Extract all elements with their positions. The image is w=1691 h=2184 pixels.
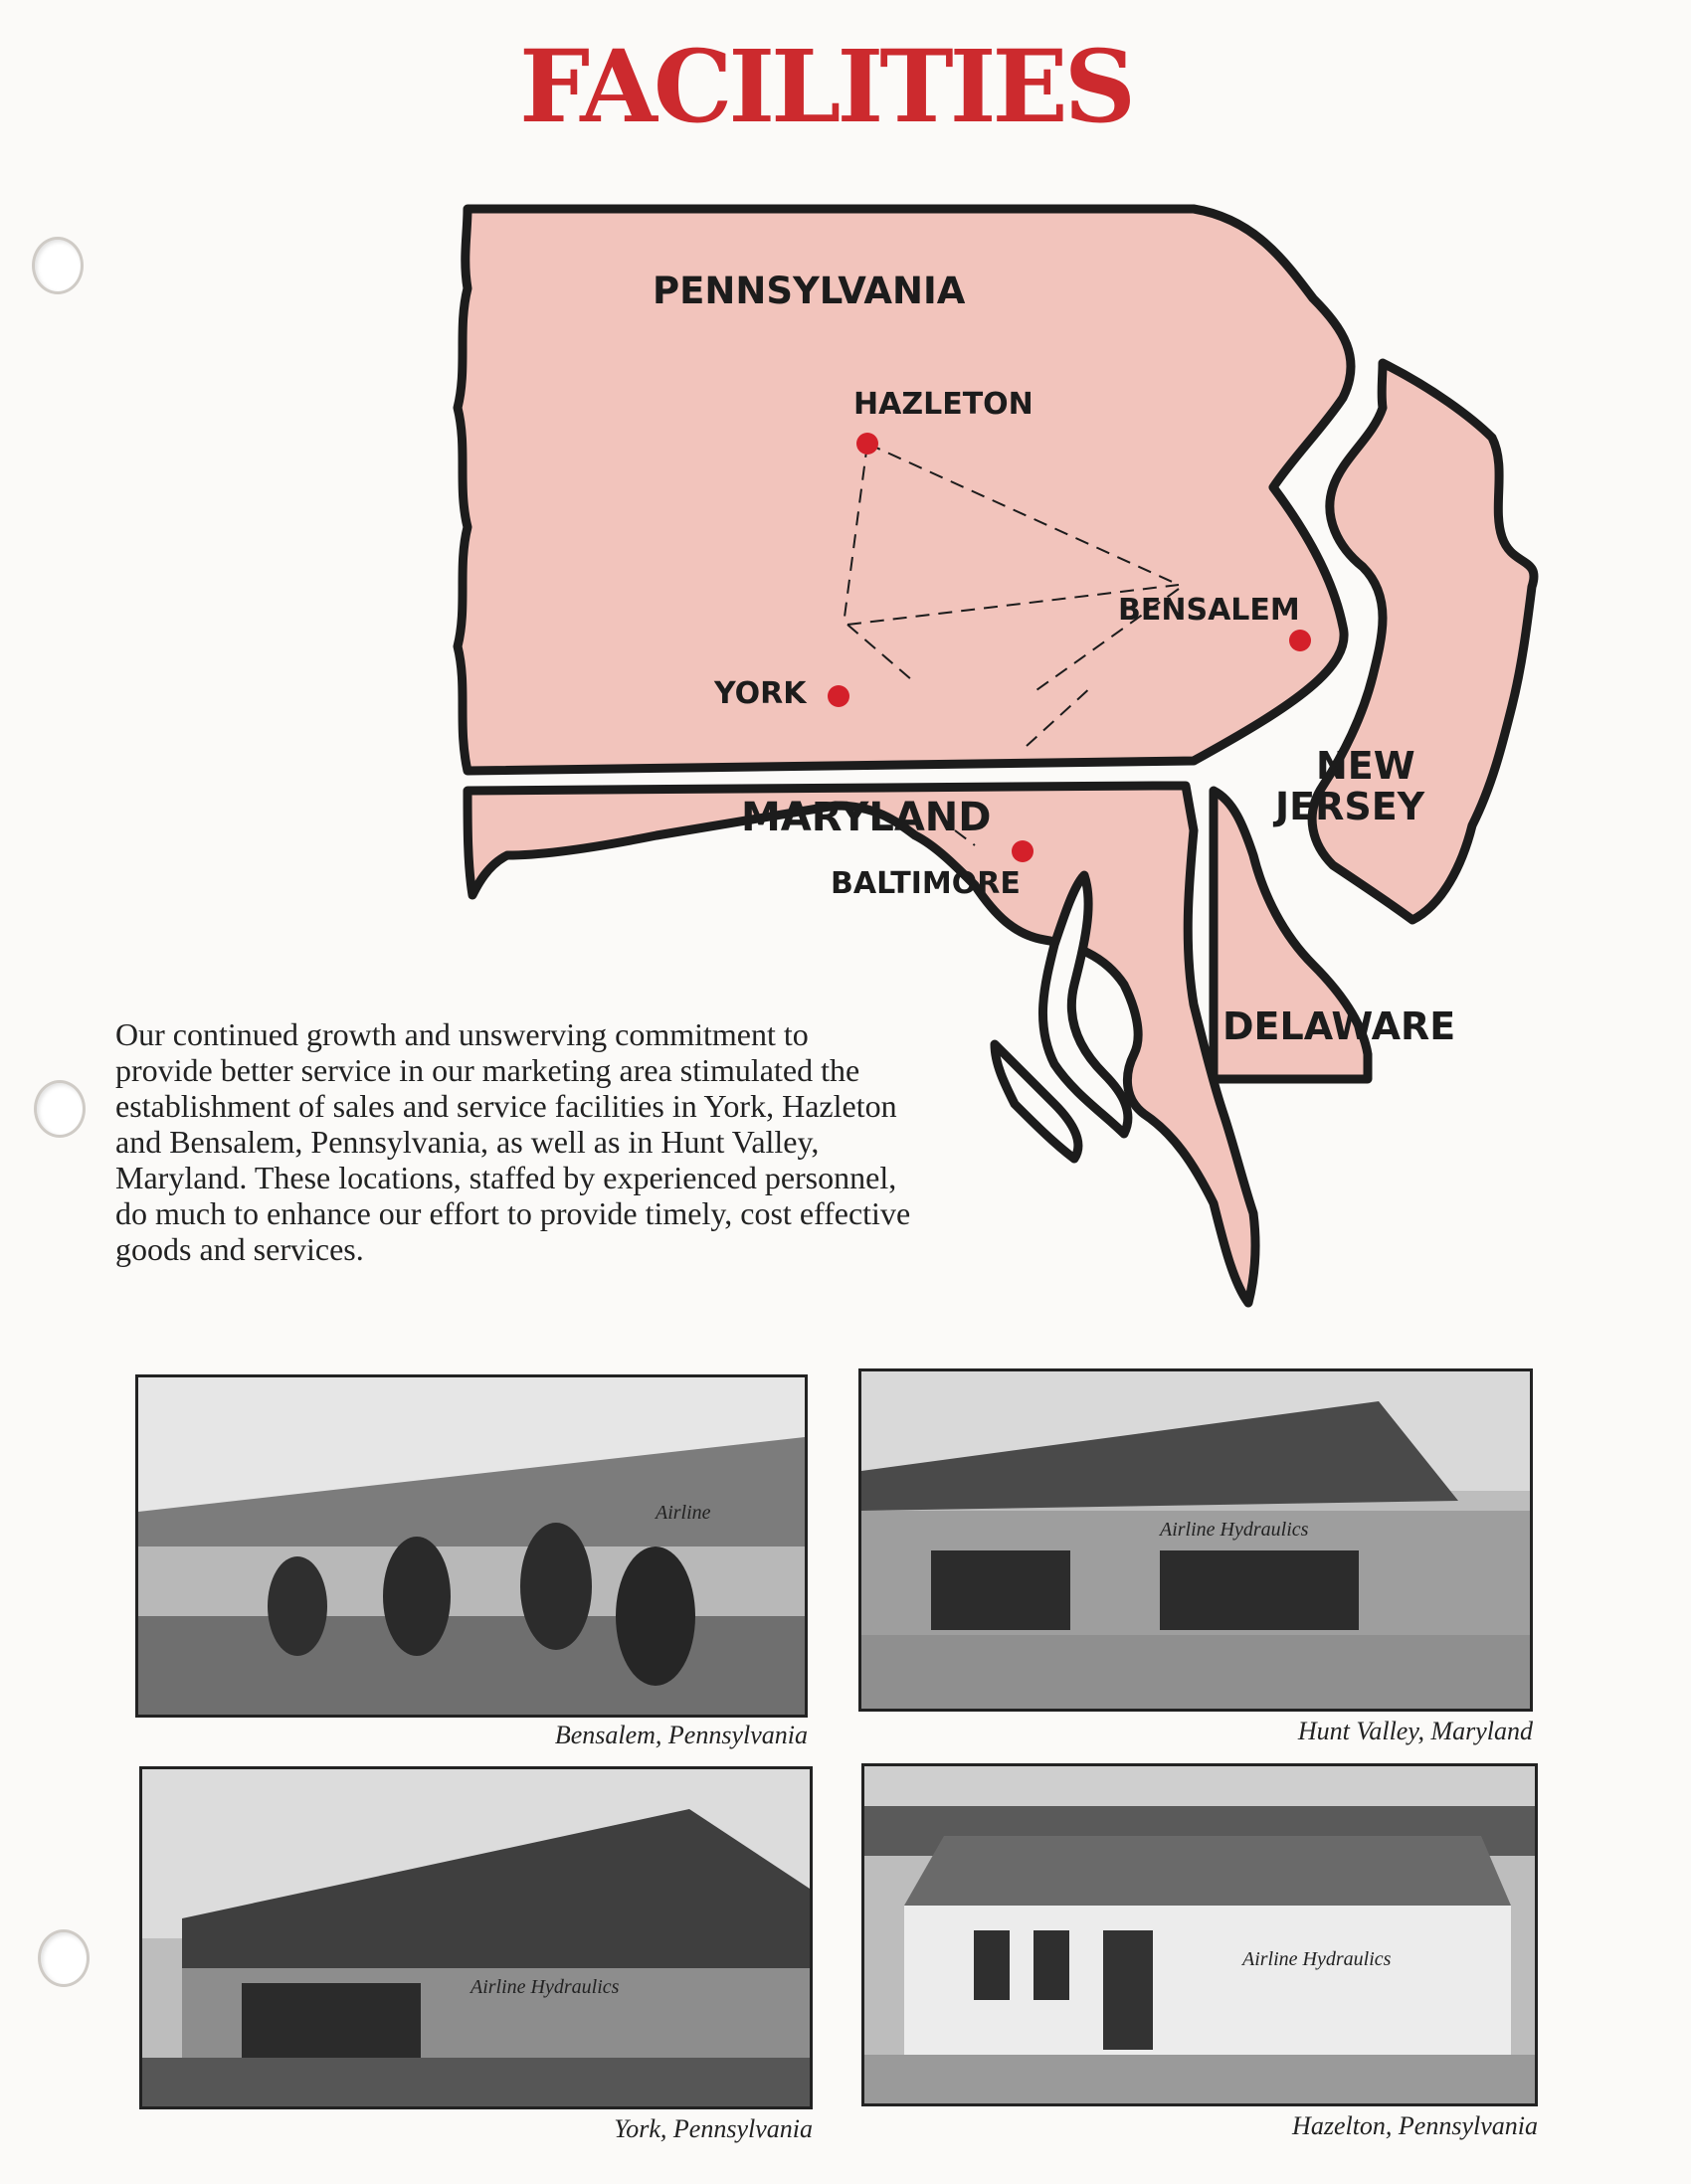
delaware-label: DELAWARE xyxy=(1222,1004,1456,1048)
sign-text-york: Airline Hydraulics xyxy=(470,1976,620,1998)
new-jersey-label-line2: JERSEY xyxy=(1275,785,1425,828)
caption-bensalem: Bensalem, Pennsylvania xyxy=(554,1721,808,1749)
binder-hole-top xyxy=(32,237,84,294)
page-title: FACILITIES xyxy=(519,28,1132,145)
sign-text-bensalem: Airline xyxy=(656,1502,711,1524)
caption-hunt-valley: Hunt Valley, Maryland xyxy=(1297,1717,1533,1745)
york-label: YORK xyxy=(714,676,807,711)
sign-text-hunt-valley: Airline Hydraulics xyxy=(1160,1519,1309,1541)
sign-text-hazelton: Airline Hydraulics xyxy=(1242,1948,1392,1970)
pennsylvania-label: PENNSYLVANIA xyxy=(653,270,966,312)
york-dot xyxy=(828,685,849,707)
baltimore-dot xyxy=(1012,840,1033,862)
binder-hole-middle xyxy=(34,1080,86,1138)
bensalem-dot xyxy=(1289,630,1311,651)
intro-paragraph: Our continued growth and unswerving commitment to provide better service in our marketing area stimulated the establishment of sales and service facilities in York, Hazleton and Bensalem, Pennsylvania, as well as in Hunt Valley, Maryland. These locations, staffed by experienced personnel, do much to enhance our effort to provide timely, cost effective goods and services. xyxy=(115,1016,911,1267)
photo-bensalem xyxy=(135,1374,808,1718)
binder-hole-bottom xyxy=(38,1929,90,1987)
caption-york: York, Pennsylvania xyxy=(614,2114,813,2143)
caption-hazelton: Hazelton, Pennsylvania xyxy=(1292,2111,1538,2140)
bensalem-label: BENSALEM xyxy=(1118,593,1300,628)
baltimore-label: BALTIMORE xyxy=(831,866,1021,901)
photo-york xyxy=(139,1766,813,2109)
photo-hazelton xyxy=(861,1763,1538,2106)
hazleton-label: HAZLETON xyxy=(853,387,1033,422)
maryland-label: MARYLAND xyxy=(741,795,992,840)
hazleton-dot xyxy=(856,433,878,455)
new-jersey-label-line1: NEW xyxy=(1316,744,1415,788)
photo-hunt-valley xyxy=(858,1368,1533,1712)
